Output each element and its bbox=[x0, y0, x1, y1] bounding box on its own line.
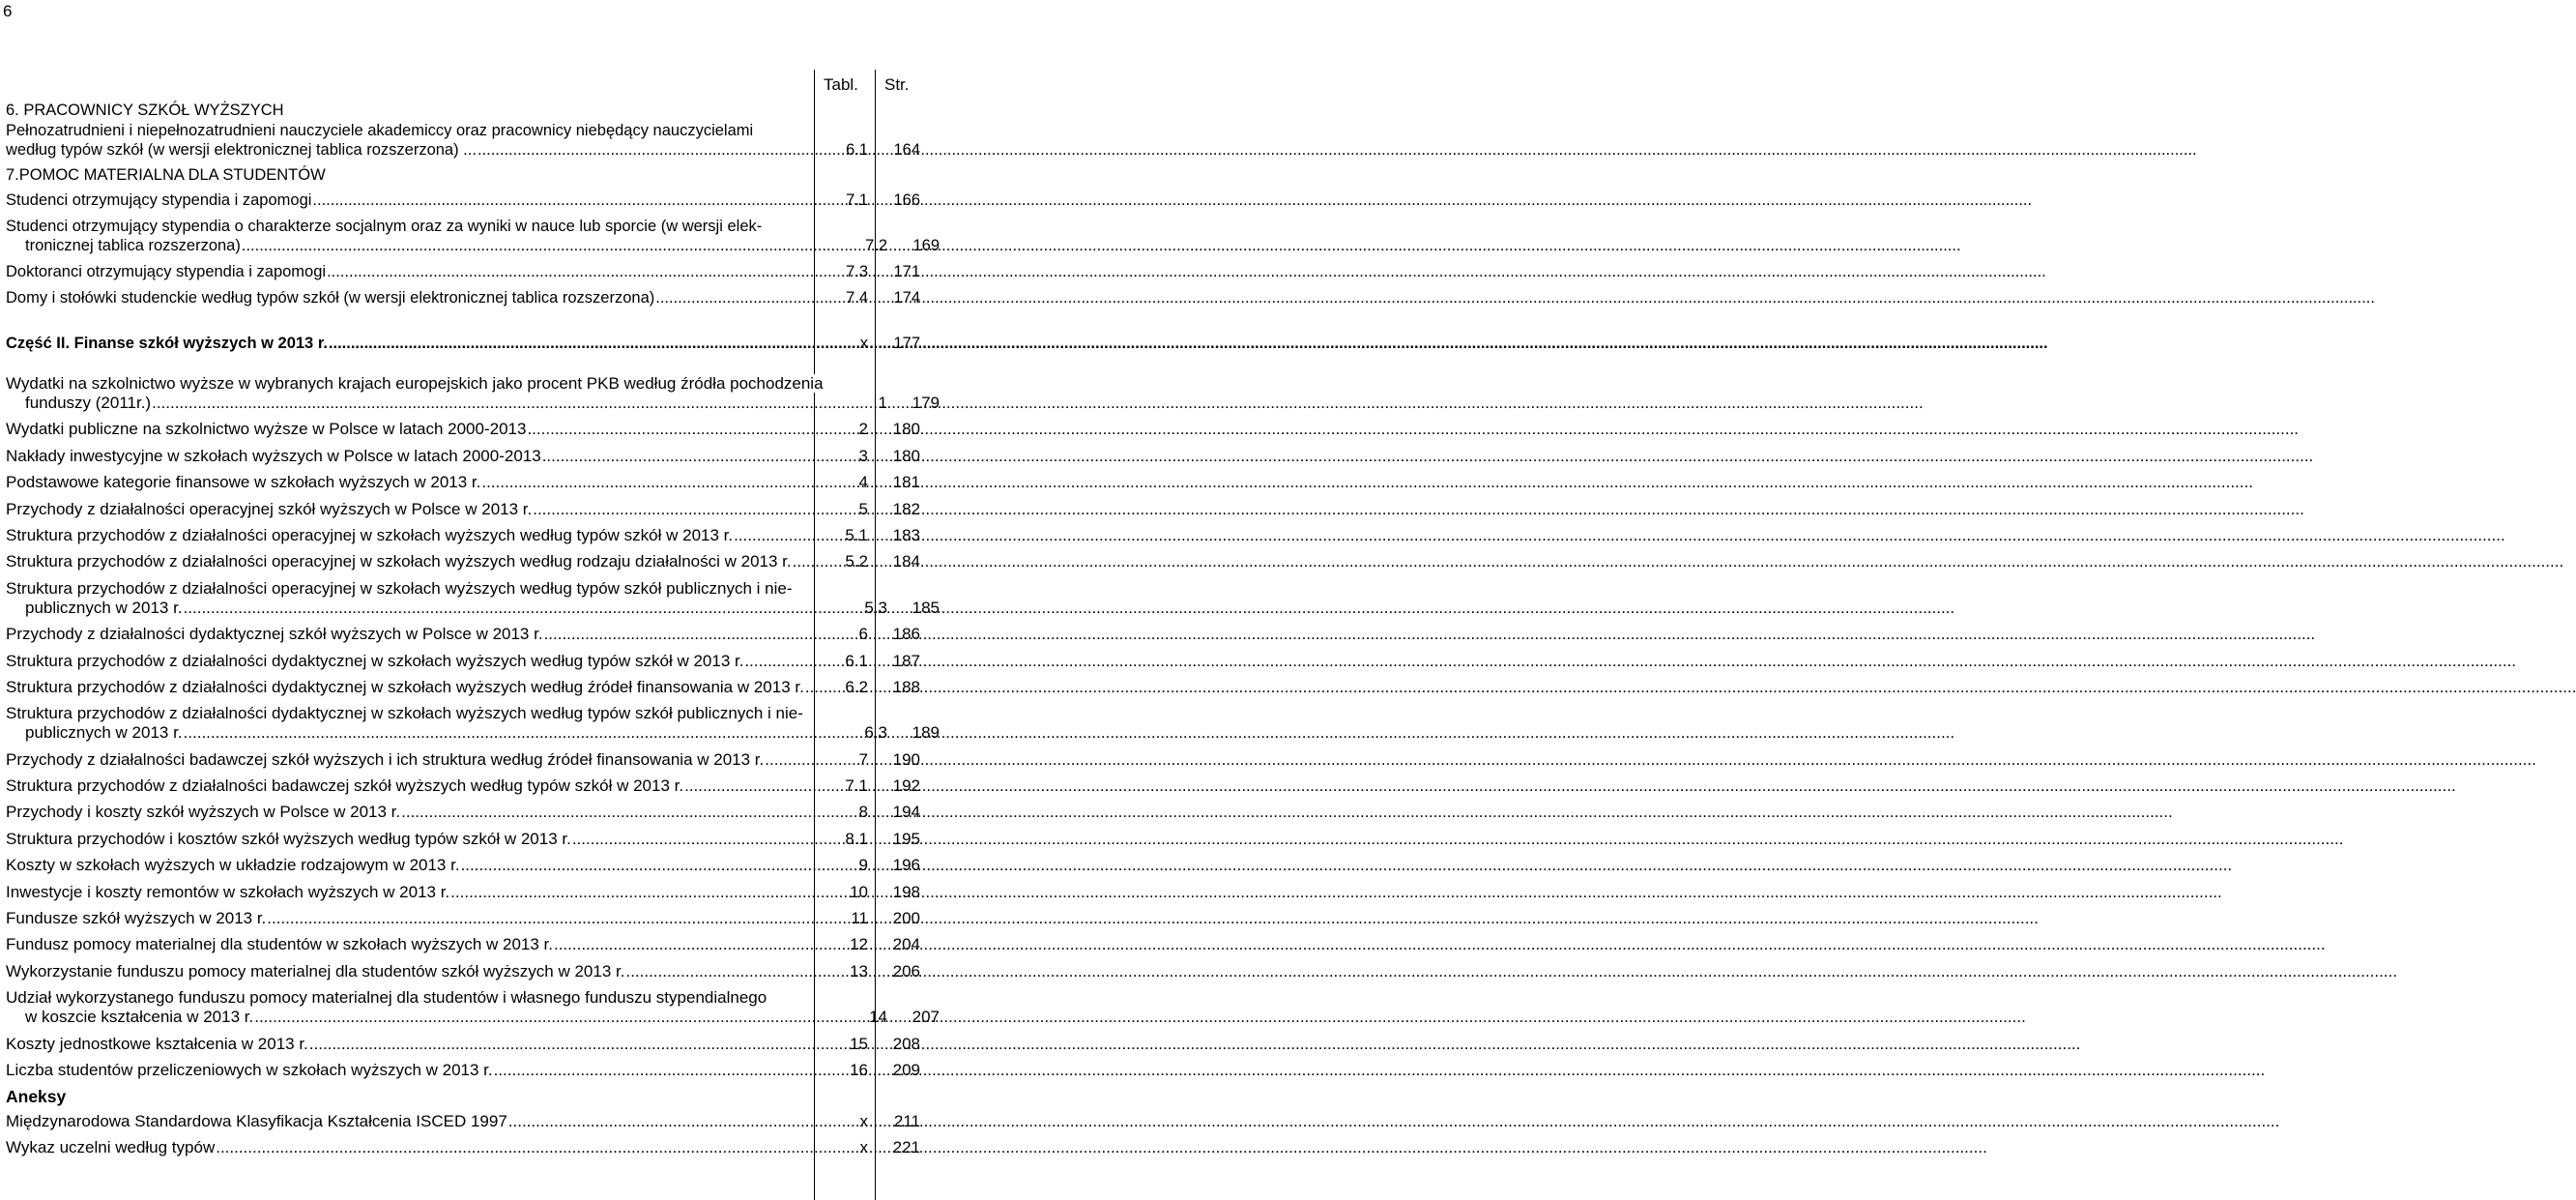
tabl-number: 1 bbox=[878, 394, 887, 412]
tabl-number: 11 bbox=[851, 909, 868, 928]
page-ref: 180 bbox=[892, 420, 920, 439]
toc-entry[interactable] bbox=[6, 262, 924, 281]
tabl-number: 5.1 bbox=[845, 525, 868, 544]
tabl-number: 7.3 bbox=[846, 263, 868, 280]
section6-text2: według typów szkół (w wersji elektronicznej tablica rozszerzona) ... bbox=[6, 141, 477, 159]
entry-title: Struktura przychodów z działalności badawczej szkół wyższych według typów szkół w 2013 r. bbox=[6, 776, 684, 796]
entry-title: Struktura przychodów z działalności dydaktycznej w szkołach wyższych według typów szkół publicznych i nie- bbox=[6, 704, 803, 723]
toc-entry[interactable] bbox=[6, 598, 940, 618]
tabl-number: 10 bbox=[850, 882, 868, 901]
tabl-number: 6.1 bbox=[845, 651, 868, 670]
tabl-number: 9 bbox=[858, 856, 868, 875]
toc-entry[interactable] bbox=[6, 526, 924, 545]
tabl-number: 5.3 bbox=[864, 598, 887, 617]
entry-title: Międzynarodowa Standardowa Klasyfikacja Kształcenia ISCED 1997 bbox=[6, 1112, 507, 1131]
toc-entry-line1 bbox=[6, 374, 924, 394]
page-ref: 209 bbox=[892, 1060, 920, 1079]
annex-list bbox=[6, 1112, 924, 1157]
page-ref: 183 bbox=[892, 525, 920, 544]
entry-title: Struktura przychodów i kosztów szkół wyższych według typów szkół w 2013 r. bbox=[6, 829, 571, 848]
toc-entry[interactable] bbox=[6, 935, 924, 954]
entry-title: Koszty w szkołach wyższych w układzie rodzajowym w 2013 r. bbox=[6, 856, 460, 875]
entry-title: Wykaz uczelni według typów bbox=[6, 1138, 216, 1157]
toc-entry[interactable] bbox=[6, 856, 924, 875]
toc-entry[interactable] bbox=[6, 625, 924, 644]
entry-title: Koszty jednostkowe kształcenia w 2013 r. bbox=[6, 1034, 308, 1053]
entry-title: Przychody z działalności badawczej szkół wyższych i ich struktura według źródeł finansowania w 2013 r. bbox=[6, 749, 765, 769]
tabl-number: 4 bbox=[858, 473, 868, 492]
entry-title: Struktura przychodów z działalności dydaktycznej w szkołach wyższych według źródeł finansowania w 2013 r. bbox=[6, 677, 804, 696]
page-ref: 198 bbox=[892, 882, 920, 901]
toc-entry[interactable] bbox=[6, 962, 924, 981]
page-ref: 189 bbox=[912, 723, 940, 743]
page-ref: 185 bbox=[912, 598, 940, 617]
entry-title: Przychody z działalności operacyjnej szkół wyższych w Polsce w 2013 r. bbox=[6, 499, 533, 518]
toc-entry-line1 bbox=[6, 217, 924, 236]
section6-title: 6. PRACOWNICY SZKÓŁ WYŻSZYCH bbox=[6, 102, 284, 119]
tabl-number: 7.4 bbox=[846, 289, 868, 307]
entry-title: Struktura przychodów z działalności operacyjnej w szkołach wyższych według rodzaju działalności w 2013 r. bbox=[6, 552, 792, 571]
page-ref: 221 bbox=[892, 1138, 920, 1157]
toc-entry[interactable] bbox=[6, 830, 924, 849]
entry-title: Liczba studentów przeliczeniowych w szkołach wyższych w 2013 r. bbox=[6, 1060, 493, 1079]
page-ref: 211 bbox=[893, 1112, 920, 1131]
tabl-number: 6.1 bbox=[846, 141, 868, 159]
page-ref: 207 bbox=[912, 1008, 940, 1027]
tabl-number: 7.1 bbox=[845, 776, 868, 796]
entry-title: funduszy (2011r.) bbox=[25, 394, 152, 412]
part2-title: Część II. Finanse szkół wyższych w 2013 r. bbox=[6, 335, 328, 352]
page-ref: 206 bbox=[892, 961, 920, 980]
toc-entry[interactable] bbox=[6, 750, 924, 770]
page-ref: 188 bbox=[892, 677, 920, 696]
tabl-number: 2 bbox=[858, 420, 868, 439]
toc-entry-line1 bbox=[6, 988, 924, 1008]
entry-title: Przychody i koszty szkół wyższych w Polsce w 2013 r. bbox=[6, 803, 401, 822]
page-ref: 171 bbox=[893, 263, 920, 280]
toc-entry-line1 bbox=[6, 579, 924, 599]
annex-title: Aneksy bbox=[6, 1087, 67, 1107]
tabl-number: 6.2 bbox=[845, 677, 868, 696]
entry-title: publicznych w 2013 r. bbox=[25, 723, 183, 743]
entry-title: Domy i stołówki studenckie według typów szkół (w wersji elektronicznej tablica rozszerzona) bbox=[6, 289, 655, 307]
page-ref: 181 bbox=[892, 473, 920, 492]
entry-title: Studenci otrzymujący stypendia o charakterze socjalnym oraz za wyniki w nauce lub sporcie (w wersji elek- bbox=[6, 218, 763, 235]
tabl-number: 13 bbox=[850, 961, 868, 980]
section6-heading bbox=[6, 100, 924, 121]
tabl-number: 16 bbox=[850, 1060, 868, 1079]
entry-title: Studenci otrzymujący stypendia i zapomogi bbox=[6, 191, 312, 209]
page-ref: 195 bbox=[892, 829, 920, 848]
tabl-number: 7.2 bbox=[865, 237, 887, 254]
tabl-number: x bbox=[859, 1138, 868, 1157]
toc-entry[interactable] bbox=[6, 776, 924, 796]
toc-entry[interactable] bbox=[6, 420, 924, 439]
page-ref: 179 bbox=[912, 394, 940, 412]
page-ref: 190 bbox=[892, 749, 920, 769]
header-str: Str. bbox=[884, 75, 910, 94]
tabl-number: 14 bbox=[869, 1008, 887, 1027]
toc-entry[interactable] bbox=[6, 1112, 924, 1131]
tabl-number: 6.3 bbox=[864, 723, 887, 743]
entry-title: Wydatki publiczne na szkolnictwo wyższe w Polsce w latach 2000-2013 bbox=[6, 420, 527, 439]
toc-entry-line1 bbox=[6, 704, 924, 723]
toc-entry[interactable] bbox=[6, 500, 924, 519]
entry-title: Podstawowe kategorie finansowe w szkołach wyższych w 2013 r. bbox=[6, 473, 481, 492]
entry-title: tronicznej tablica rozszerzona) bbox=[25, 237, 241, 254]
page-ref: 177 bbox=[893, 335, 920, 352]
section7-title: 7.POMOC MATERIALNA DLA STUDENTÓW bbox=[6, 166, 326, 184]
toc-entry[interactable] bbox=[6, 1035, 924, 1054]
toc-entry[interactable] bbox=[6, 190, 924, 210]
toc-entry-6-1[interactable] bbox=[6, 140, 924, 160]
toc-entry[interactable] bbox=[6, 288, 924, 307]
entry-title: publicznych w 2013 r. bbox=[25, 598, 183, 617]
toc-entry[interactable] bbox=[6, 723, 940, 743]
annex-heading bbox=[6, 1087, 924, 1106]
tabl-number: x bbox=[859, 1112, 868, 1131]
entry-title: Doktoranci otrzymujący stypendia i zapomogi bbox=[6, 263, 327, 280]
toc-entry[interactable] bbox=[6, 678, 924, 697]
entry-title: Wydatki na szkolnictwo wyższe w wybranych krajach europejskich jako procent PKB według źródła pochodzenia bbox=[6, 374, 824, 393]
tabl-number: 7.1 bbox=[846, 191, 868, 209]
entry-title: Struktura przychodów z działalności dydaktycznej w szkołach wyższych według typów szkół w 2013 r. bbox=[6, 651, 744, 670]
part2-heading[interactable] bbox=[6, 334, 924, 353]
page-ref: 196 bbox=[892, 856, 920, 875]
tabl-number: 3 bbox=[858, 446, 868, 465]
page-ref: 182 bbox=[892, 499, 920, 518]
page-ref: 164 bbox=[893, 141, 920, 159]
page-number: 6 bbox=[3, 2, 13, 20]
entry-title: Inwestycje i koszty remontów w szkołach wyższych w 2013 r. bbox=[6, 882, 450, 901]
part2-list bbox=[6, 374, 940, 1080]
tabl-number: 6 bbox=[858, 625, 868, 644]
toc-entry[interactable] bbox=[6, 652, 924, 671]
page-ref: 200 bbox=[892, 909, 920, 928]
entry-title: Fundusz pomocy materialnej dla studentów w szkołach wyższych w 2013 r. bbox=[6, 935, 553, 954]
tabl-number: 8 bbox=[858, 803, 868, 822]
section7-list bbox=[6, 190, 940, 307]
entry-title: Struktura przychodów z działalności operacyjnej w szkołach wyższych według typów szkół publicznych i nie- bbox=[6, 578, 793, 598]
section6-line1 bbox=[6, 121, 924, 140]
entry-title: w koszcie kształcenia w 2013 r. bbox=[25, 1008, 254, 1027]
entry-title: Struktura przychodów z działalności operacyjnej w szkołach wyższych według typów szkół w 2013 r. bbox=[6, 525, 734, 544]
page-ref: 169 bbox=[912, 237, 940, 254]
tabl-number: 7 bbox=[858, 749, 868, 769]
table-of-contents bbox=[6, 100, 940, 1164]
entry-title: Udział wykorzystanego funduszu pomocy materialnej dla studentów i własnego funduszu stypendialnego bbox=[6, 988, 767, 1008]
toc-entry[interactable] bbox=[6, 236, 940, 255]
section7-heading bbox=[6, 165, 924, 185]
tabl-number: 8.1 bbox=[845, 829, 868, 848]
page-ref: 166 bbox=[893, 191, 920, 209]
tabl-number: 5.2 bbox=[845, 552, 868, 571]
entry-title: Przychody z działalności dydaktycznej szkół wyższych w Polsce w 2013 r. bbox=[6, 625, 543, 644]
tabl-number: 12 bbox=[850, 935, 868, 954]
tabl-number: x bbox=[859, 335, 868, 352]
tabl-number: 5 bbox=[858, 499, 868, 518]
page-ref: 208 bbox=[892, 1034, 920, 1053]
toc-entry[interactable] bbox=[6, 473, 924, 492]
page-ref: 204 bbox=[892, 935, 920, 954]
header-tabl: Tabl. bbox=[824, 75, 858, 94]
page-ref: 174 bbox=[893, 289, 920, 307]
section6-text: Pełnozatrudnieni i niepełnozatrudnieni nauczyciele akademiccy oraz pracownicy niebędący nauczycielami bbox=[6, 122, 754, 139]
page-ref: 180 bbox=[892, 446, 920, 465]
tabl-number: 15 bbox=[850, 1034, 868, 1053]
toc-entry[interactable] bbox=[6, 909, 924, 928]
page-ref: 194 bbox=[892, 803, 920, 822]
page-ref: 192 bbox=[892, 776, 920, 796]
entry-title: Nakłady inwestycyjne w szkołach wyższych w Polsce w latach 2000-2013 bbox=[6, 446, 541, 465]
entry-title: Wykorzystanie funduszu pomocy materialnej dla studentów szkół wyższych w 2013 r. bbox=[6, 961, 625, 980]
toc-entry[interactable] bbox=[6, 1008, 940, 1027]
toc-entry[interactable] bbox=[6, 883, 924, 902]
page-ref: 184 bbox=[892, 552, 920, 571]
toc-entry[interactable] bbox=[6, 1061, 924, 1080]
page-ref: 187 bbox=[892, 651, 920, 670]
toc-entry[interactable] bbox=[6, 552, 924, 571]
toc-entry[interactable] bbox=[6, 394, 940, 413]
toc-entry[interactable] bbox=[6, 447, 924, 466]
toc-entry[interactable] bbox=[6, 803, 924, 822]
toc-entry[interactable] bbox=[6, 1138, 924, 1157]
entry-title: Fundusze szkół wyższych w 2013 r. bbox=[6, 909, 267, 928]
page-ref: 186 bbox=[892, 625, 920, 644]
